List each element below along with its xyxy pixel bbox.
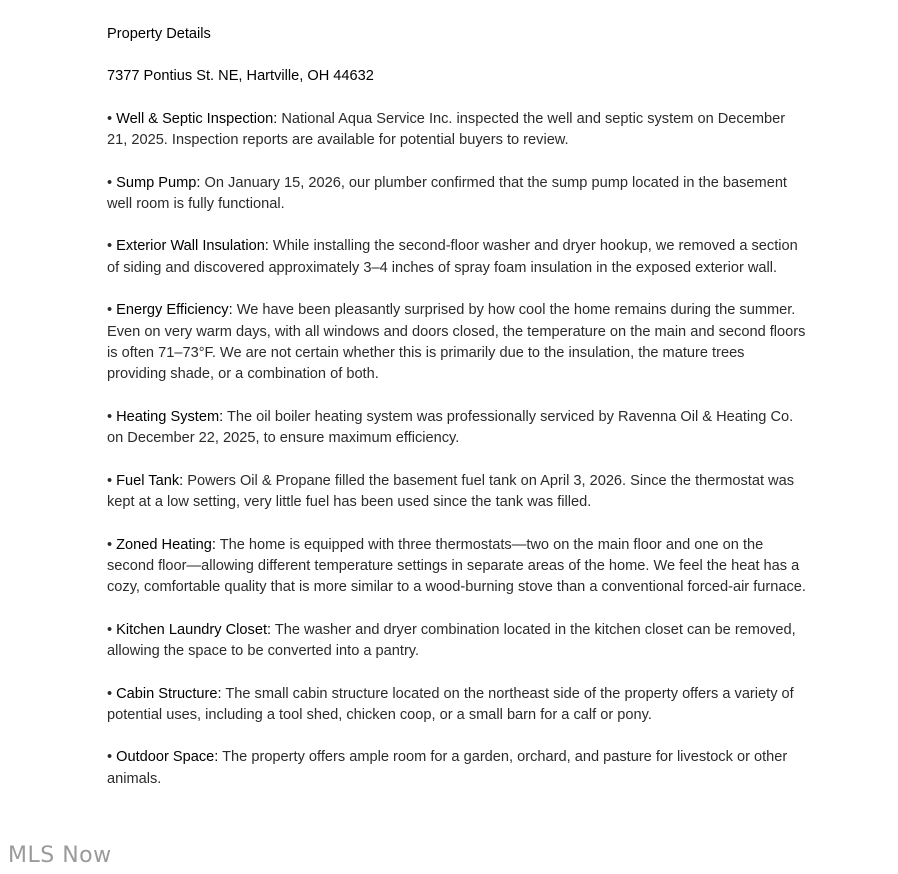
- item-label: Well & Septic Inspection:: [116, 110, 278, 127]
- list-item-fuel-tank: [107, 471, 807, 514]
- item-text: Powers Oil & Propane filled the basement fuel tank on April 3, 2026. Since the thermostat was kept at a low setting, very little fuel has been used since the tank was filled.: [107, 472, 795, 511]
- document-title: Property Details: [107, 26, 211, 42]
- bullet-icon: •: [107, 174, 113, 191]
- item-label: Kitchen Laundry Closet:: [116, 621, 272, 638]
- item-label: Fuel Tank:: [116, 472, 184, 489]
- mls-now-watermark: MLS Now: [8, 843, 112, 868]
- property-address: 7377 Pontius St. NE, Hartville, OH 44632: [107, 68, 374, 85]
- list-item-wall-insulation: [107, 236, 807, 279]
- item-label: Heating System:: [116, 408, 224, 425]
- item-text: We have been pleasantly surprised by how cool the home remains during the summer. Even on very warm days, with all windows and doors closed, the temperature on the main and second floors is often 71–73°F. We are not certain whether this is primarily due to the insulation, the mature trees providing shade, or a combination of both.: [107, 302, 806, 383]
- bullet-icon: •: [107, 238, 113, 255]
- bullet-icon: •: [107, 408, 113, 425]
- item-text: The small cabin structure located on the northeast side of the property offers a variety of potential uses, including a tool shed, chicken coop, or a small barn for a calf or pony.: [107, 685, 794, 723]
- item-text: The oil boiler heating system was professionally serviced by Ravenna Oil & Heating Co. on December 22, 2025, to ensure maximum efficiency.: [107, 408, 794, 447]
- list-item-sump-pump: [107, 173, 807, 216]
- item-label: Cabin Structure:: [116, 685, 222, 702]
- bullet-icon: •: [107, 749, 113, 766]
- list-item-cabin-structure: [107, 684, 807, 727]
- bullet-icon: •: [107, 685, 113, 702]
- item-text: The washer and dryer combination located in the kitchen closet can be removed, allowing the space to be converted into a pantry.: [107, 621, 796, 660]
- item-text: National Aqua Service Inc. inspected the well and septic system on December 21, 2025. Inspection reports are available for potential buyers to review.: [107, 110, 786, 149]
- item-text: The home is equipped with three thermostats—two on the main floor and one on the second floor—allowing different temperature settings in separate areas of the home. We feel the heat has a cozy, comfortable quality that is more similar to a wood-burning stove than a conventional forced-air furnace.: [107, 536, 806, 596]
- item-label: Exterior Wall Insulation:: [116, 238, 269, 255]
- document-page: [107, 24, 807, 811]
- list-item-outdoor-space: [107, 747, 807, 790]
- bullet-icon: •: [107, 621, 113, 638]
- bullet-icon: •: [107, 536, 113, 553]
- item-text: While installing the second-floor washer and dryer hookup, we removed a section of siding and discovered approximately 3–4 inches of spray foam insulation in the exposed exterior wall.: [107, 238, 798, 276]
- bullet-icon: •: [107, 472, 113, 489]
- bullet-icon: •: [107, 302, 113, 319]
- list-item-energy-efficiency: [107, 300, 807, 386]
- item-label: Zoned Heating:: [116, 536, 216, 553]
- item-label: Sump Pump:: [116, 174, 201, 191]
- item-text: The property offers ample room for a garden, orchard, and pasture for livestock or other animals.: [107, 749, 788, 787]
- list-item-zoned-heating: [107, 535, 807, 599]
- list-item-laundry-closet: [107, 620, 807, 663]
- item-label: Outdoor Space:: [116, 749, 219, 766]
- list-item-heating-system: [107, 407, 807, 450]
- bullet-icon: •: [107, 110, 113, 127]
- item-text: On January 15, 2026, our plumber confirmed that the sump pump located in the basement well room is fully functional.: [107, 174, 787, 213]
- item-label: Energy Efficiency:: [116, 302, 233, 319]
- list-item-well-septic: [107, 109, 807, 152]
